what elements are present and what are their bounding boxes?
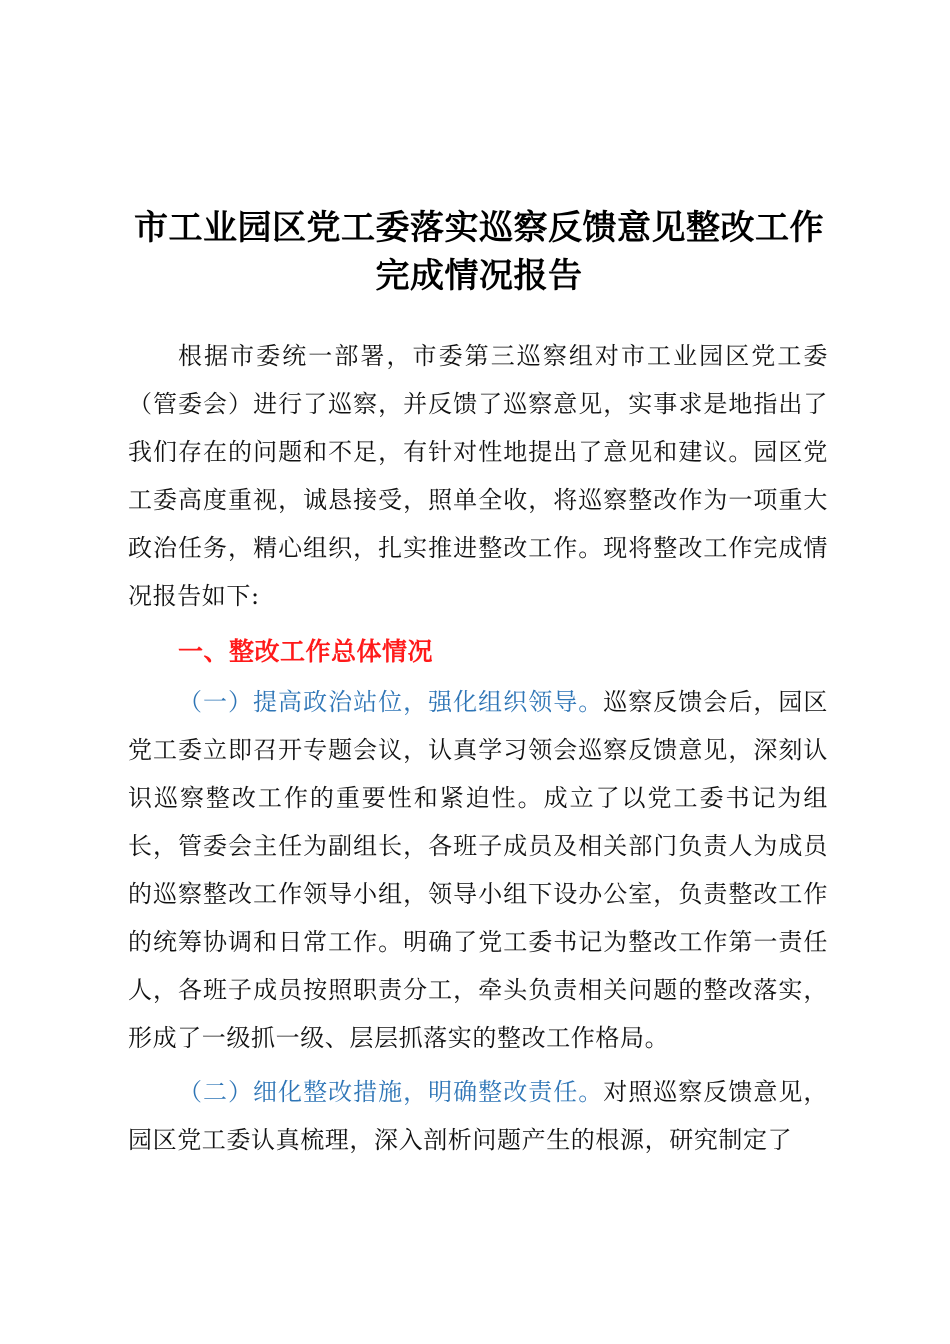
subsection-2-label: （二）细化整改措施，明确整改责任。 <box>178 1078 604 1106</box>
section-heading-1: 一、整改工作总体情况 <box>178 637 434 666</box>
subsection-1-label: （一）提高政治站位，强化组织领导。 <box>178 688 604 716</box>
document-title <box>128 204 830 300</box>
subsection-2-paragraph <box>128 1068 828 1164</box>
title-line-1: 市工业园区党工委落实巡察反馈意见整改工作 <box>134 208 824 248</box>
subsection-2-text: 对照巡察反馈意见，园区党工委认真梳理，深入剖析问题产生的根源，研究制定了 <box>128 1078 828 1154</box>
document-body <box>128 332 828 1164</box>
subsection-1-text: 巡察反馈会后，园区党工委立即召开专题会议，认真学习领会巡察反馈意见，深刻认识巡察整改工作的重要性和紧迫性。成立了以党工委书记为组长，管委会主任为副组长，各班子成员及相关部门负责人为成员的巡察整改工作领导小组，领导小组下设办公室，负责整改工作的统筹协调和日常工作。明确了党工委书记为整改工作第一责任人，各班子成员按照职责分工，牵头负责相关问题的整改落实，形成了一级抓一级、层层抓落实的整改工作格局。 <box>128 688 828 1052</box>
intro-paragraph: 根据市委统一部署，市委第三巡察组对市工业园区党工委（管委会）进行了巡察，并反馈了巡察意见，实事求是地指出了我们存在的问题和不足，有针对性地提出了意见和建议。园区党工委高度重视，诚恳接受，照单全收，将巡察整改作为一项重大政治任务，精心组织，扎实推进整改工作。现将整改工作完成情况报告如下: <box>128 342 828 610</box>
subsection-1-paragraph <box>128 678 828 1062</box>
title-line-2: 完成情况报告 <box>375 256 583 296</box>
